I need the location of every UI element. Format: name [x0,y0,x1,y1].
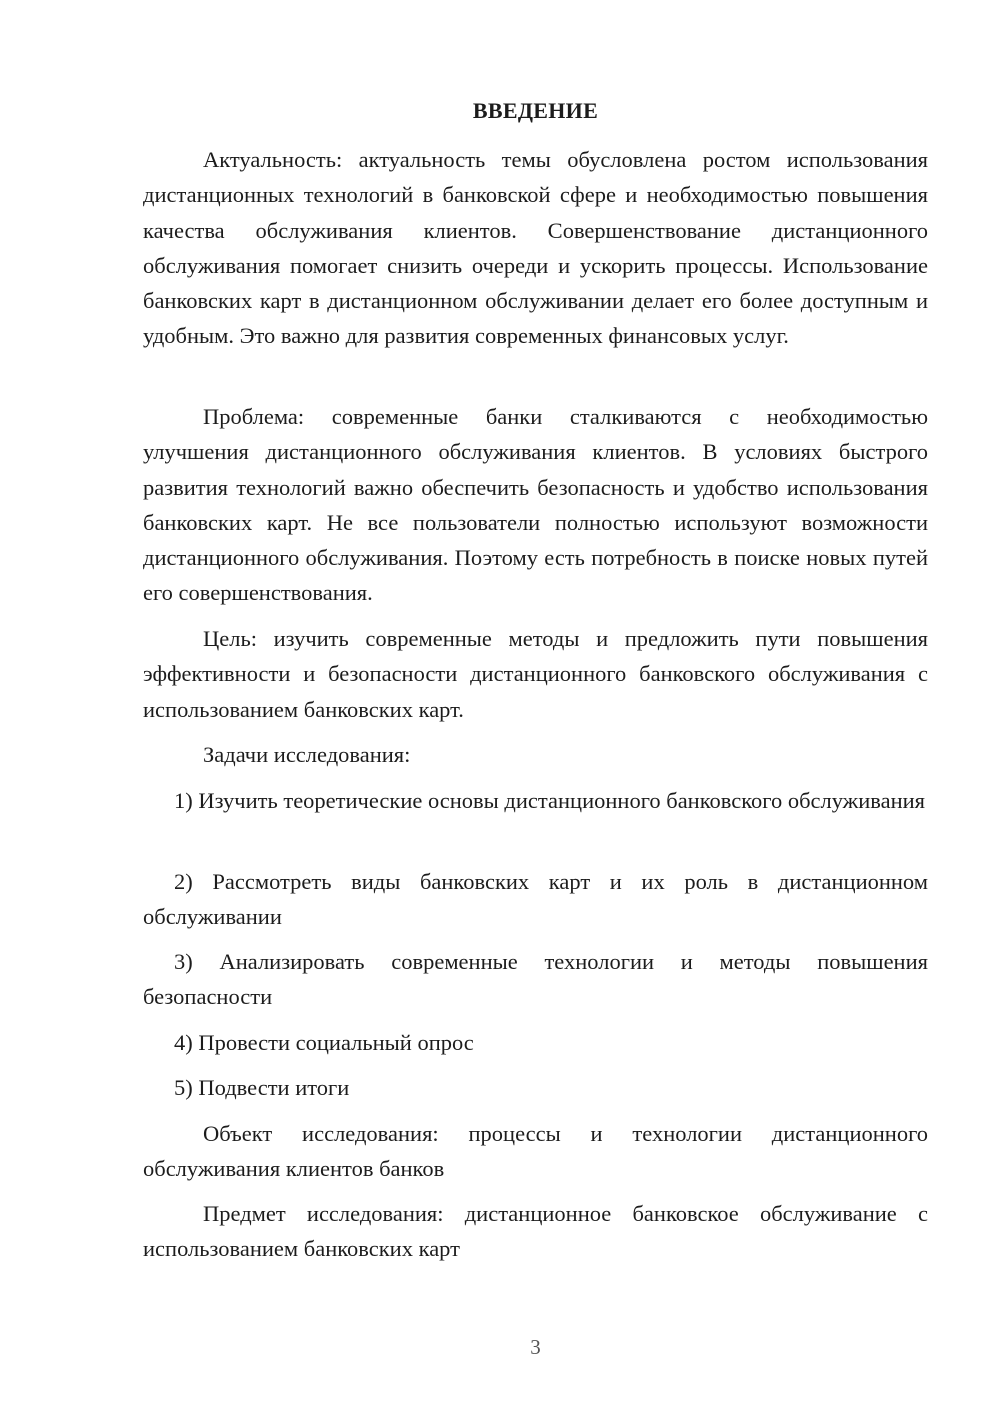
tasks-heading: Задачи исследования: [203,742,411,767]
task-item-2: 2) Рассмотреть виды банковских карт и их роль в дистанционном обслуживании [143,869,928,930]
goal-paragraph: Цель: изучить современные методы и предложить пути повышения эффективности и безопасности дистанционного банковского обслуживания с использованием банковских карт. [143,626,928,722]
page-title: ВВЕДЕНИЕ [472,98,599,123]
problem-paragraph: Проблема: современные банки сталкиваются с необходимостью улучшения дистанционного обслуживания клиентов. В условиях быстрого развития технологий важно обеспечить безопасность и удобство использования банковских карт. Не все пользователи полностью используют возможности дистанционного обслуживания. Поэтому есть потребность в поиске новых путей его совершенствования. [143,404,928,606]
page-number: 3 [530,1335,541,1359]
subject-paragraph: Предмет исследования: дистанционное банковское обслуживание с использованием банковских карт [143,1201,928,1262]
document-page [143,0,928,1414]
task-item-1: 1) Изучить теоретические основы дистанционного банковского обслуживания [174,788,926,813]
task-item-4: 4) Провести социальный опрос [174,1030,474,1055]
task-item-3: 3) Анализировать современные технологии и методы повышения безопасности [143,949,928,1010]
object-paragraph: Объект исследования: процессы и технологии дистанционного обслуживания клиентов банков [143,1121,928,1182]
task-item-5: 5) Подвести итоги [174,1075,350,1100]
relevance-paragraph: Актуальность: актуальность темы обусловлена ростом использования дистанционных технологий в банковской сфере и необходимостью повышения качества обслуживания клиентов. Совершенствование дистанционного обслуживания помогает снизить очереди и ускорить процессы. Использование банковских карт в дистанционном обслуживании делает его более доступным и удобным. Это важно для развития современных финансовых услуг. [143,147,928,349]
